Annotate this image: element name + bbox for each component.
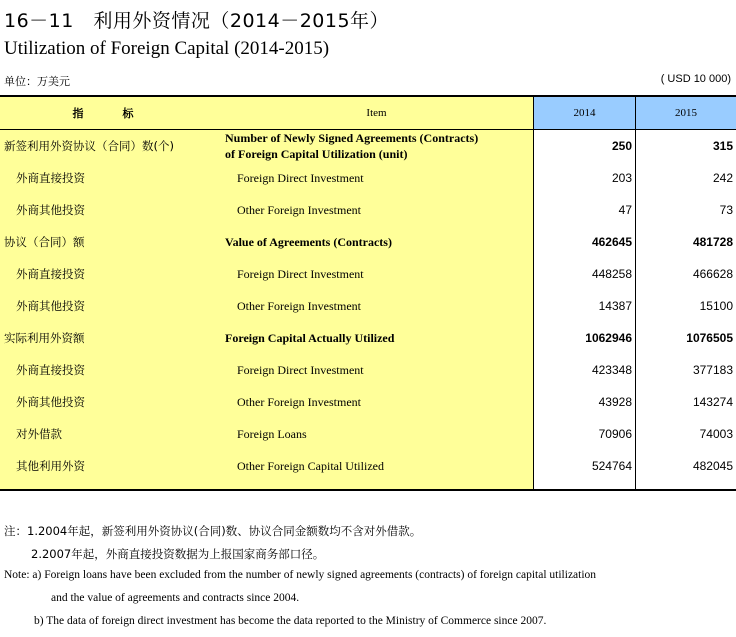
table-bottom-rule [0,489,736,491]
table-row [0,162,736,194]
value-2015: 315 [712,139,733,153]
row-label-cn: 外商其他投资 [16,395,85,409]
table-row [0,354,736,386]
table-row [0,418,736,450]
value-2014: 14387 [598,299,632,313]
value-2015: 466628 [692,267,733,281]
unit-label-cn: 单位：万美元 [4,75,70,88]
row-label-cn: 对外借款 [16,427,62,441]
row-label-cn: 外商其他投资 [16,203,85,217]
value-2015: 481728 [692,235,733,249]
row-label-en: Other Foreign Investment [237,394,361,409]
header-2015: 2015 [636,97,736,129]
value-2014: 1062946 [585,331,632,345]
row-label-cn: 实际利用外资额 [4,331,85,345]
row-label-cn: 其他利用外资 [16,459,85,473]
table-header [0,97,736,129]
note-cn-1: 注：1.2004年起，新签利用外资协议(合同)数、协议合同金额数均不含对外借款。 [4,524,422,538]
value-2014: 250 [611,139,632,153]
header-item: Item [220,97,533,129]
header-2014: 2014 [534,97,635,129]
row-label-en: Foreign Direct Investment [237,266,364,281]
table-row [0,290,736,322]
page-title-en: Utilization of Foreign Capital (2014-2015) [4,38,330,59]
row-label-cn: 外商直接投资 [16,171,85,185]
table-row [0,258,736,290]
table-row [0,322,736,354]
table-row [0,194,736,226]
value-2015: 482045 [692,459,733,473]
table-row [0,450,736,482]
row-label-en: Foreign Direct Investment [237,170,364,185]
row-label-cn: 外商直接投资 [16,267,85,281]
value-2015: 377183 [692,363,733,377]
table-row [0,130,736,162]
row-label-en: Foreign Loans [237,426,307,441]
value-2015: 73 [719,203,733,217]
note-cn-2: 2.2007年起，外商直接投资数据为上报国家商务部口径。 [31,547,325,561]
header-zhibiao: 指 标 [0,97,220,129]
value-2014: 423348 [591,363,632,377]
data-table [0,95,736,491]
row-label-en: Foreign Direct Investment [237,362,364,377]
row-label-en: Other Foreign Capital Utilized [237,458,384,473]
row-label-cn: 外商直接投资 [16,363,85,377]
value-2014: 448258 [591,267,632,281]
value-2014: 462645 [591,235,632,249]
row-label-cn: 外商其他投资 [16,299,85,313]
page-title-cn: 16－11 利用外资情况（2014－2015年） [4,10,390,32]
note-en-b: b) The data of foreign direct investment has become the data reported to the Ministry of Commerce since 2007. [34,615,547,627]
row-label-en: Value of Agreements (Contracts) [225,234,392,249]
value-2014: 47 [618,203,632,217]
row-label-en: Number of Newly Signed Agreements (Contracts) of Foreign Capital Utilization (unit) [225,131,479,161]
value-2014: 43928 [598,395,632,409]
column-divider-label [533,97,534,489]
row-label-cn: 新签利用外资协议（合同）数(个) [4,139,174,153]
table-row [0,226,736,258]
value-2015: 242 [712,171,733,185]
value-2014: 524764 [591,459,632,473]
table-body [0,130,736,489]
row-label-en: Foreign Capital Actually Utilized [225,330,395,345]
row-label-en: Other Foreign Investment [237,298,361,313]
unit-label-en: ( USD 10 000) [660,73,731,85]
value-2015: 15100 [699,299,733,313]
row-label-en: Other Foreign Investment [237,202,361,217]
value-2015: 74003 [699,427,733,441]
note-en-a-line1: Note: a) Foreign loans have been excluded from the number of newly signed agreements (contracts) of foreign capital utilization [4,569,597,581]
value-2015: 143274 [692,395,733,409]
column-divider-years [635,97,636,489]
table-row [0,386,736,418]
value-2014: 70906 [598,427,632,441]
value-2015: 1076505 [686,331,733,345]
note-en-a-line2: and the value of agreements and contracts since 2004. [51,592,300,604]
value-2014: 203 [611,171,632,185]
row-label-cn: 协议（合同）额 [4,235,85,249]
